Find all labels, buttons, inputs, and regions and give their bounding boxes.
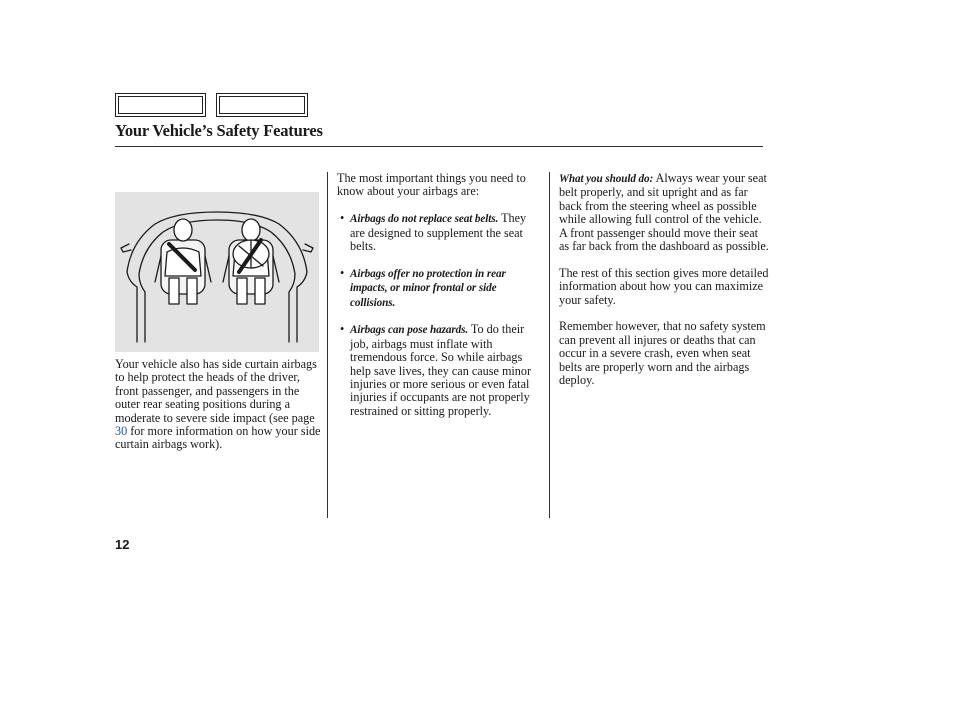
side-curtain-paragraph: Your vehicle also has side curtain airbags to help protect the heads of the driver, front passenger, and passengers in the outer rear seating positions during a moderate to severe side impact (see page 30 for more information on how your side curtain airbags work). xyxy=(115,357,321,452)
seating-illustration xyxy=(115,192,319,352)
column-divider-2 xyxy=(549,172,550,518)
nav-tab-box-2[interactable] xyxy=(216,93,308,117)
bullet-item: • Airbags do not replace seat belts. They are designed to supplement the seat belts. xyxy=(340,211,527,254)
header-rule xyxy=(115,146,763,147)
rest-of-section-paragraph: The rest of this section gives more detailed information about how you can maximize your safety. xyxy=(559,265,769,307)
page-link[interactable]: 30 xyxy=(115,424,128,439)
column-left xyxy=(115,358,321,452)
bullet-item: • Airbags can pose hazards. To do their job, airbags must inflate with tremendous force. So while airbags help save lives, they can cause minor injuries or more serious or even fatal injuries if occupants are not properly restrained or sitting properly. xyxy=(340,322,532,418)
page-title: Your Vehicle’s Safety Features xyxy=(115,121,323,140)
page-number: 12 xyxy=(115,537,130,552)
nav-tab-box-1[interactable] xyxy=(115,93,206,117)
airbag-intro: The most important things you need to know about your airbags are: xyxy=(337,171,526,199)
column-right xyxy=(559,172,769,387)
remember-paragraph: Remember however, that no safety system can prevent all injures or deaths that can occur in a severe crash, even when seat belts are properly worn and the airbags deploy. xyxy=(559,319,766,388)
column-middle xyxy=(337,172,543,418)
what-to-do-paragraph: What you should do: Always wear your seat belt properly, and sit upright and as far back from the steering wheel as possible while allowing full control of the vehicle. A front passenger should move their seat as far back from the dashboard as possible. xyxy=(559,171,769,254)
column-divider-1 xyxy=(327,172,328,518)
bullet-item: • Airbags offer no protection in rear impacts, or minor frontal or side collisions. xyxy=(340,265,506,309)
